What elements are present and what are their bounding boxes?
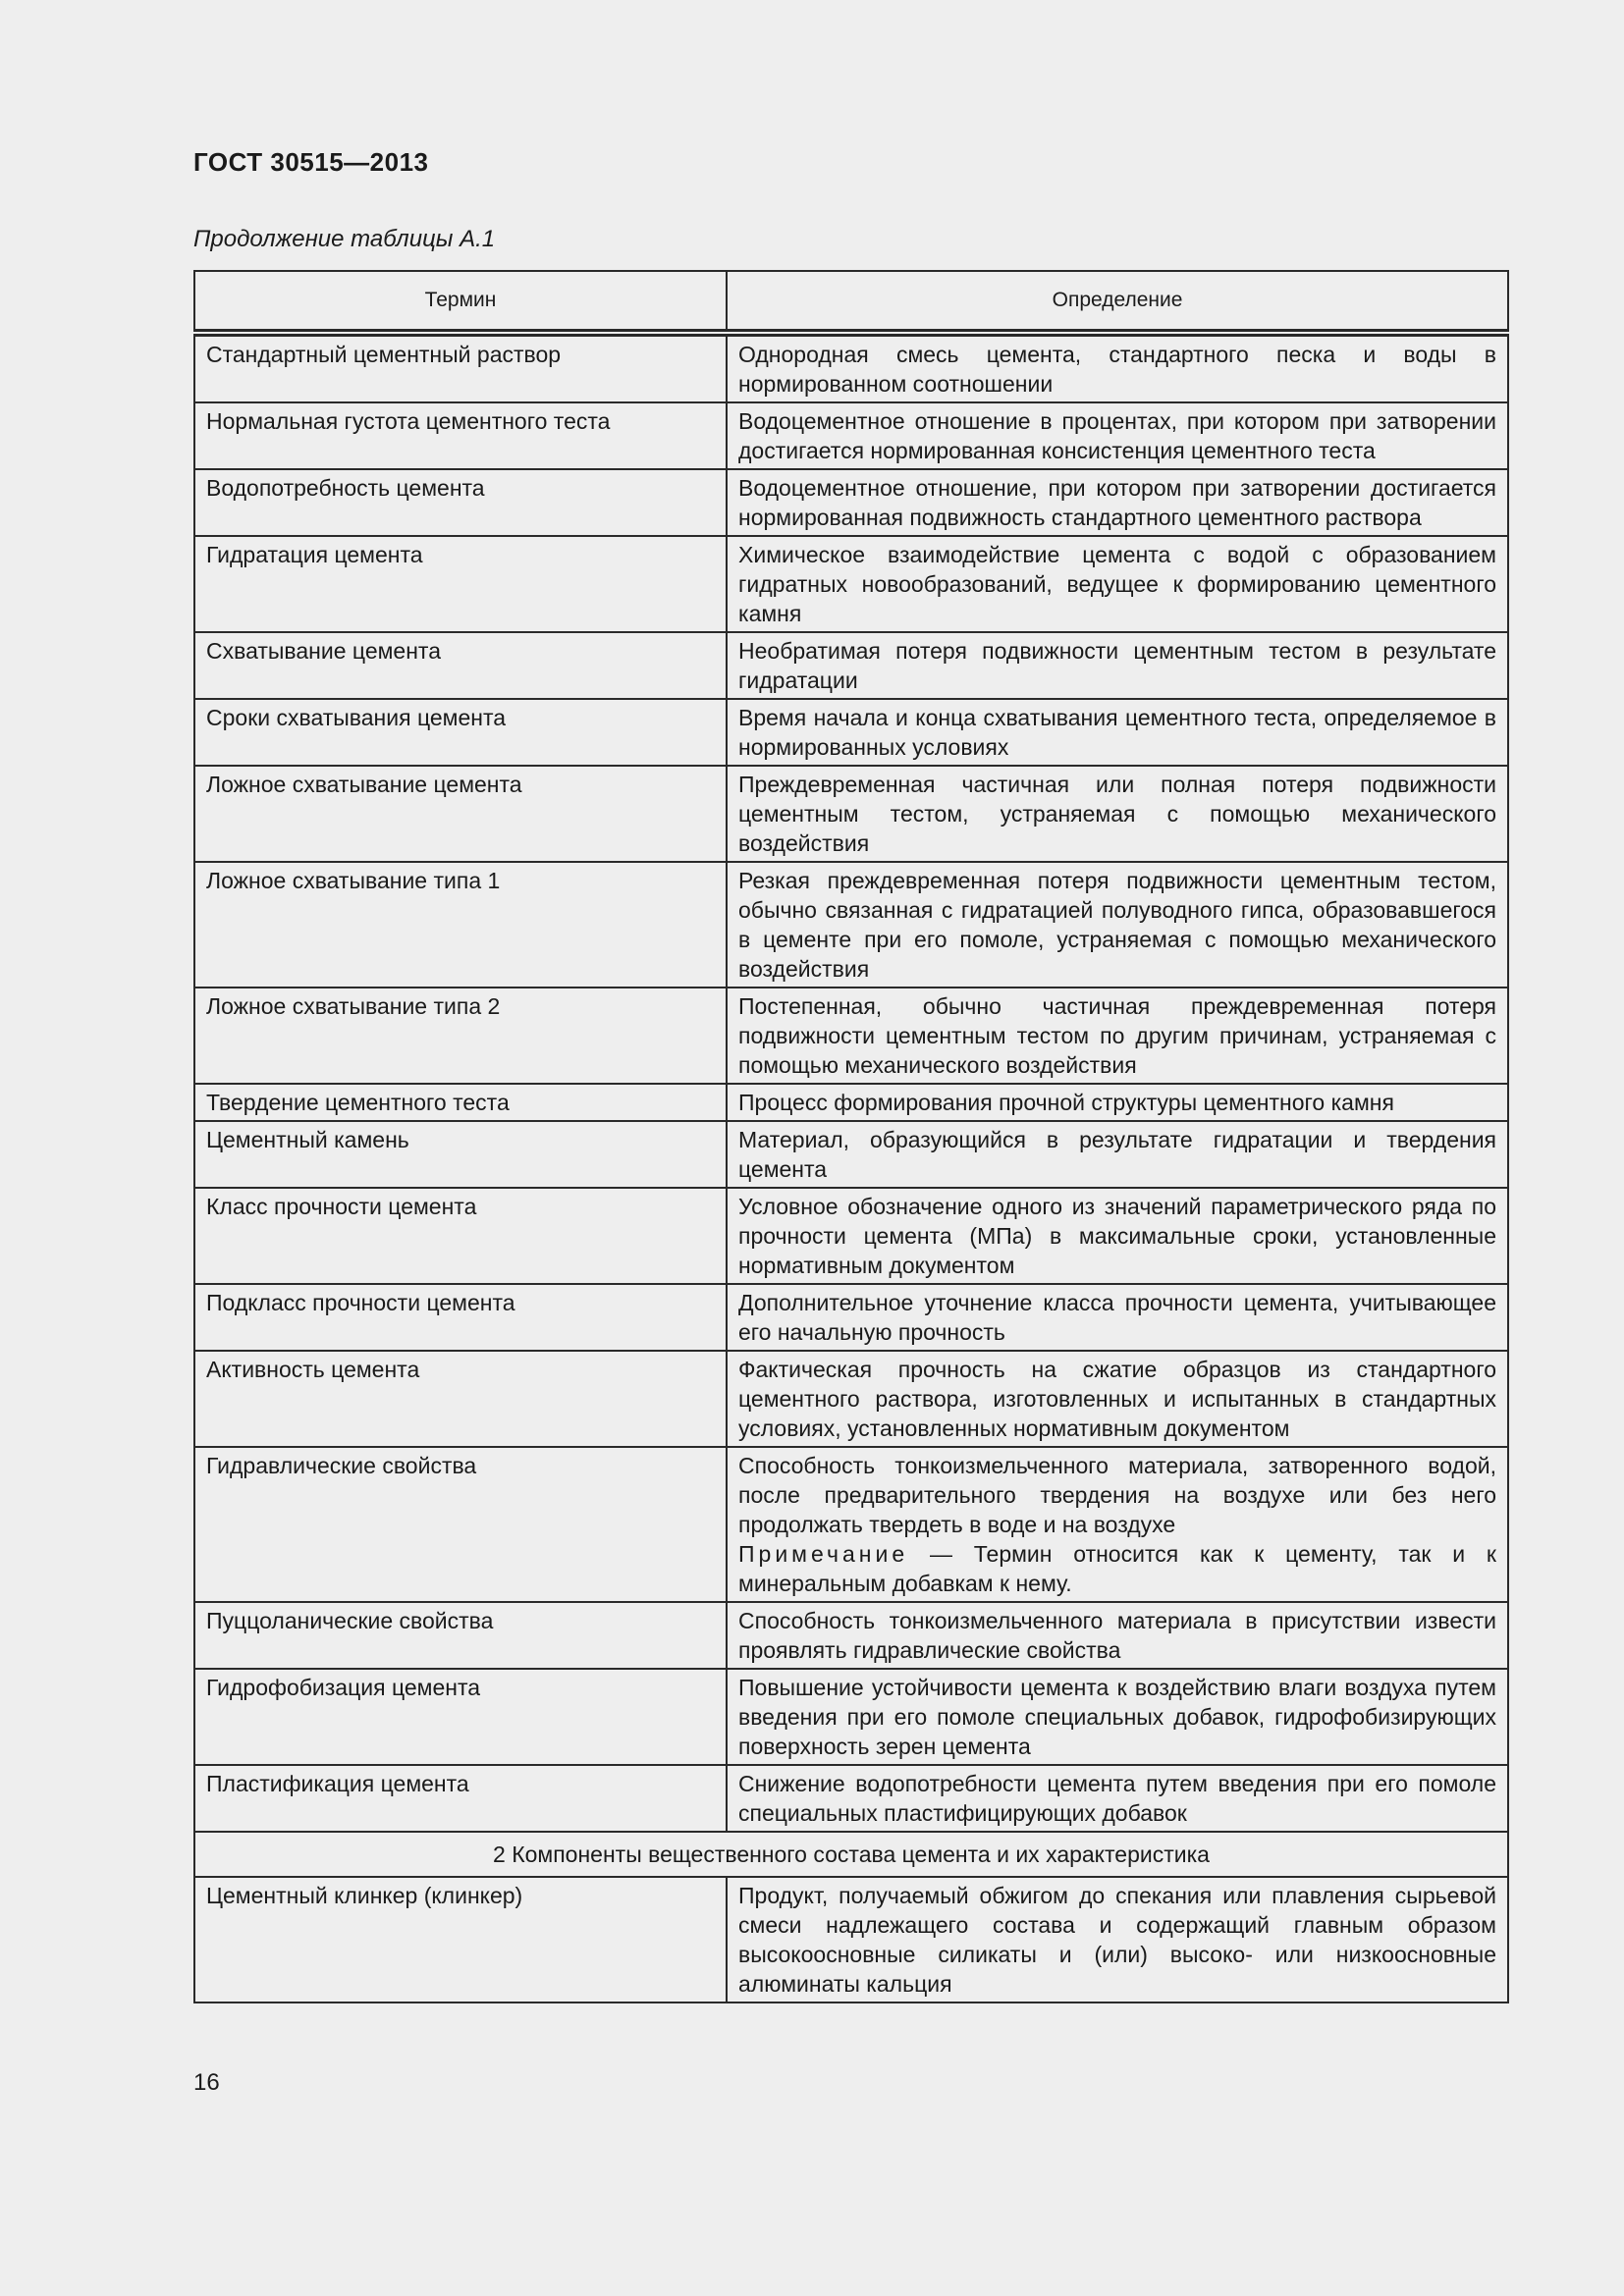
table-row: [194, 469, 1508, 536]
table-row: [194, 1084, 1508, 1121]
table-row: [194, 1877, 1508, 2002]
term-cell: Пуццоланические свойства: [194, 1602, 727, 1669]
term-cell: Водопотребность цемента: [194, 469, 727, 536]
term-cell: Схватывание цемента: [194, 632, 727, 699]
note: [738, 1539, 1496, 1598]
table-row: [194, 1188, 1508, 1284]
table-row: [194, 1447, 1508, 1602]
definition-cell: Постепенная, обычно частичная преждевременная потеря подвижности цементным тестом по другим причинам, устраняемая с помощью механического воздействия: [727, 988, 1508, 1084]
definition-cell: Преждевременная частичная или полная потеря подвижности цементным тестом, устраняемая с помощью механического воздействия: [727, 766, 1508, 862]
term-cell: Подкласс прочности цемента: [194, 1284, 727, 1351]
definition-cell-with-note: [727, 1447, 1508, 1602]
table-row: [194, 988, 1508, 1084]
table-row: [194, 766, 1508, 862]
table-row: [194, 862, 1508, 988]
term-cell: Ложное схватывание типа 2: [194, 988, 727, 1084]
definition-cell: Дополнительное уточнение класса прочности цемента, учитывающее его начальную прочность: [727, 1284, 1508, 1351]
table-row: [194, 699, 1508, 766]
table-row: [194, 333, 1508, 402]
definition-text: Способность тонкоизмельченного материала, затворенного водой, после предварительного твердения на воздухе или без него продолжать твердеть в воде и на воздухе: [738, 1453, 1496, 1537]
term-cell: Гидравлические свойства: [194, 1447, 727, 1602]
definition-cell: Водоцементное отношение в процентах, при котором при затворении достигается нормированная консистенция цементного теста: [727, 402, 1508, 469]
table-row: [194, 1765, 1508, 1832]
table-row: [194, 1602, 1508, 1669]
section-row: [194, 1832, 1508, 1877]
note-text: — Термин относится как к цементу, так и к минеральным добавкам к нему.: [738, 1541, 1496, 1596]
term-cell: Цементный камень: [194, 1121, 727, 1188]
definition-cell: Фактическая прочность на сжатие образцов из стандартного цементного раствора, изготовленных и испытанных в стандартных условиях, установленных нормативным документом: [727, 1351, 1508, 1447]
term-cell: Класс прочности цемента: [194, 1188, 727, 1284]
term-cell: Ложное схватывание цемента: [194, 766, 727, 862]
definition-cell: Снижение водопотребности цемента путем введения при его помоле специальных пластифицирующих добавок: [727, 1765, 1508, 1832]
page-number: 16: [193, 2069, 220, 2096]
table-row: [194, 1669, 1508, 1765]
section-heading: 2 Компоненты вещественного состава цемента и их характеристика: [194, 1832, 1508, 1877]
definition-cell: Однородная смесь цемента, стандартного песка и воды в нормированном соотношении: [727, 333, 1508, 402]
table-header-row: [194, 271, 1508, 333]
terms-table: [193, 270, 1509, 2003]
table-row: [194, 536, 1508, 632]
term-cell: Сроки схватывания цемента: [194, 699, 727, 766]
column-header-term: Термин: [194, 271, 727, 333]
table-row: [194, 632, 1508, 699]
table-row: [194, 1284, 1508, 1351]
table-body: [194, 333, 1508, 2002]
definition-cell: Продукт, получаемый обжигом до спекания или плавления сырьевой смеси надлежащего состава и содержащий главным образом высокоосновные силикаты и (или) высоко- или низкоосновные алюминаты кальция: [727, 1877, 1508, 2002]
term-cell: Гидрофобизация цемента: [194, 1669, 727, 1765]
definition-cell: Резкая преждевременная потеря подвижности цементным тестом, обычно связанная с гидратацией полуводного гипса, образовавшегося в цементе при его помоле, устраняемая с помощью механического воздействия: [727, 862, 1508, 988]
term-cell: Стандартный цементный раствор: [194, 333, 727, 402]
definition-cell: Водоцементное отношение, при котором при затворении достигается нормированная подвижность стандартного цементного раствора: [727, 469, 1508, 536]
definition-cell: Способность тонкоизмельченного материала в присутствии извести проявлять гидравлические свойства: [727, 1602, 1508, 1669]
table-row: [194, 1121, 1508, 1188]
terms-table-wrapper: [193, 270, 1507, 2003]
term-cell: Активность цемента: [194, 1351, 727, 1447]
definition-cell: Повышение устойчивости цемента к воздействию влаги воздуха путем введения при его помоле специальных добавок, гидрофобизирующих поверхность зерен цемента: [727, 1669, 1508, 1765]
table-row: [194, 1351, 1508, 1447]
definition-cell: Материал, образующийся в результате гидратации и твердения цемента: [727, 1121, 1508, 1188]
term-cell: Гидратация цемента: [194, 536, 727, 632]
column-header-definition: Определение: [727, 271, 1508, 333]
definition-cell: Процесс формирования прочной структуры цементного камня: [727, 1084, 1508, 1121]
table-row: [194, 402, 1508, 469]
definition-cell: Время начала и конца схватывания цементного теста, определяемое в нормированных условиях: [727, 699, 1508, 766]
term-cell: Пластификация цемента: [194, 1765, 727, 1832]
note-label: Примечание: [738, 1541, 909, 1567]
definition-cell: Химическое взаимодействие цемента с водой с образованием гидратных новообразований, ведущее к формированию цементного камня: [727, 536, 1508, 632]
definition-cell: Условное обозначение одного из значений параметрического ряда по прочности цемента (МПа) в максимальные сроки, установленные нормативным документом: [727, 1188, 1508, 1284]
definition-cell: Необратимая потеря подвижности цементным тестом в результате гидратации: [727, 632, 1508, 699]
term-cell: Нормальная густота цементного теста: [194, 402, 727, 469]
document-header: ГОСТ 30515—2013: [193, 147, 429, 177]
term-cell: Твердение цементного теста: [194, 1084, 727, 1121]
term-cell: Цементный клинкер (клинкер): [194, 1877, 727, 2002]
table-caption: Продолжение таблицы А.1: [193, 226, 496, 252]
term-cell: Ложное схватывание типа 1: [194, 862, 727, 988]
